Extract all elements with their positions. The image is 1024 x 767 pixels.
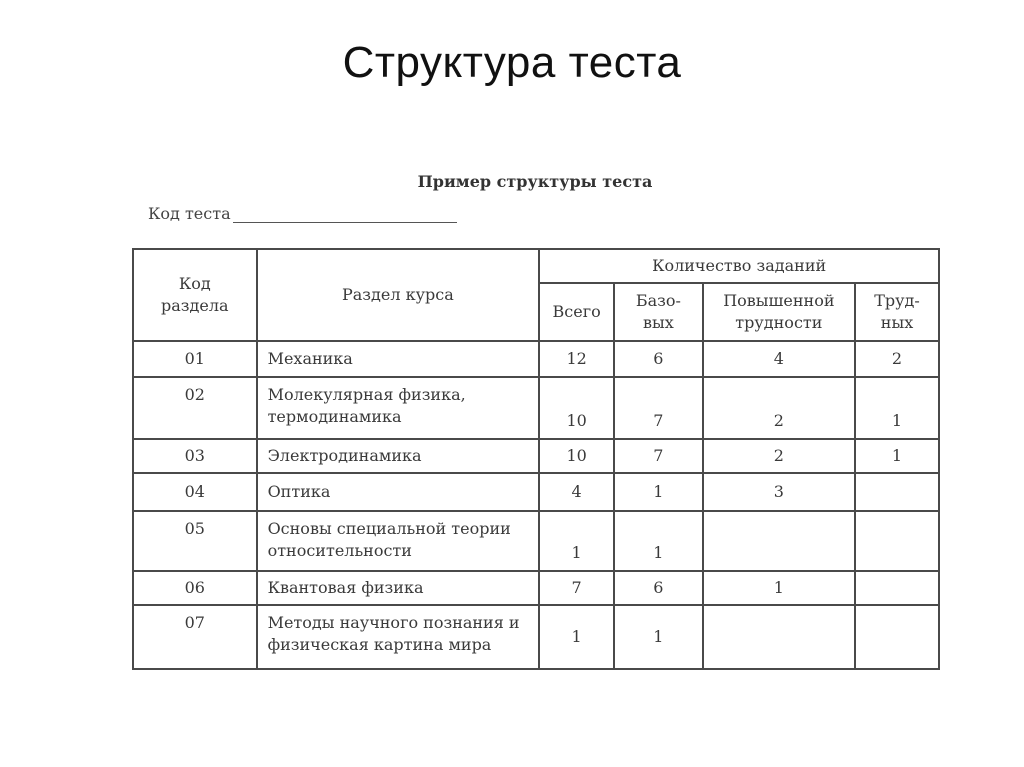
row-code: 06 xyxy=(133,571,257,605)
header-section: Раздел курса xyxy=(257,249,540,341)
slide-title: Структура теста xyxy=(342,38,682,87)
row-section: Основы специальной теории относительности xyxy=(257,511,540,571)
row-basic: 7 xyxy=(614,377,703,439)
row-advanced: 2 xyxy=(703,439,855,473)
table-row xyxy=(133,571,939,605)
row-total: 4 xyxy=(539,473,614,511)
header-advanced: Повышенной трудности xyxy=(703,283,855,341)
table-row xyxy=(133,439,939,473)
row-section: Электродинамика xyxy=(257,439,540,473)
row-section: Квантовая физика xyxy=(257,571,540,605)
row-hard: 2 xyxy=(855,341,939,377)
row-code: 04 xyxy=(133,473,257,511)
row-advanced: 1 xyxy=(703,571,855,605)
row-code: 05 xyxy=(133,511,257,571)
row-hard: 1 xyxy=(855,439,939,473)
row-basic: 1 xyxy=(614,605,703,669)
row-basic: 6 xyxy=(614,341,703,377)
row-basic: 1 xyxy=(614,473,703,511)
row-hard: 1 xyxy=(855,377,939,439)
header-hard: Труд-ных xyxy=(855,283,939,341)
row-code: 03 xyxy=(133,439,257,473)
table-row xyxy=(133,473,939,511)
row-section: Механика xyxy=(257,341,540,377)
table-row xyxy=(133,605,939,669)
test-code-line xyxy=(148,204,457,223)
table-row xyxy=(133,341,939,377)
row-advanced xyxy=(703,511,855,571)
row-advanced xyxy=(703,605,855,669)
row-total: 10 xyxy=(539,377,614,439)
row-code: 02 xyxy=(133,377,257,439)
test-code-blank xyxy=(233,208,457,223)
row-total: 10 xyxy=(539,439,614,473)
test-structure-table xyxy=(132,248,940,670)
header-code: Код раздела xyxy=(133,249,257,341)
row-total: 1 xyxy=(539,511,614,571)
row-code: 01 xyxy=(133,341,257,377)
row-total: 7 xyxy=(539,571,614,605)
row-basic: 1 xyxy=(614,511,703,571)
row-basic: 7 xyxy=(614,439,703,473)
row-total: 12 xyxy=(539,341,614,377)
header-total: Всего xyxy=(539,283,614,341)
row-basic: 6 xyxy=(614,571,703,605)
header-count-group: Количество заданий xyxy=(539,249,939,283)
row-hard xyxy=(855,511,939,571)
row-hard xyxy=(855,571,939,605)
row-section: Оптика xyxy=(257,473,540,511)
row-code: 07 xyxy=(133,605,257,669)
row-section: Молекулярная физика, термодинамика xyxy=(257,377,540,439)
table-row xyxy=(133,511,939,571)
row-hard xyxy=(855,605,939,669)
header-basic: Базо-вых xyxy=(614,283,703,341)
row-advanced: 3 xyxy=(703,473,855,511)
row-total: 1 xyxy=(539,605,614,669)
row-advanced: 4 xyxy=(703,341,855,377)
test-code-label: Код теста xyxy=(148,204,231,223)
row-section: Методы научного познания и физическая картина мира xyxy=(257,605,540,669)
table-row xyxy=(133,377,939,439)
document-caption: Пример структуры теста xyxy=(417,172,653,191)
row-hard xyxy=(855,473,939,511)
row-advanced: 2 xyxy=(703,377,855,439)
